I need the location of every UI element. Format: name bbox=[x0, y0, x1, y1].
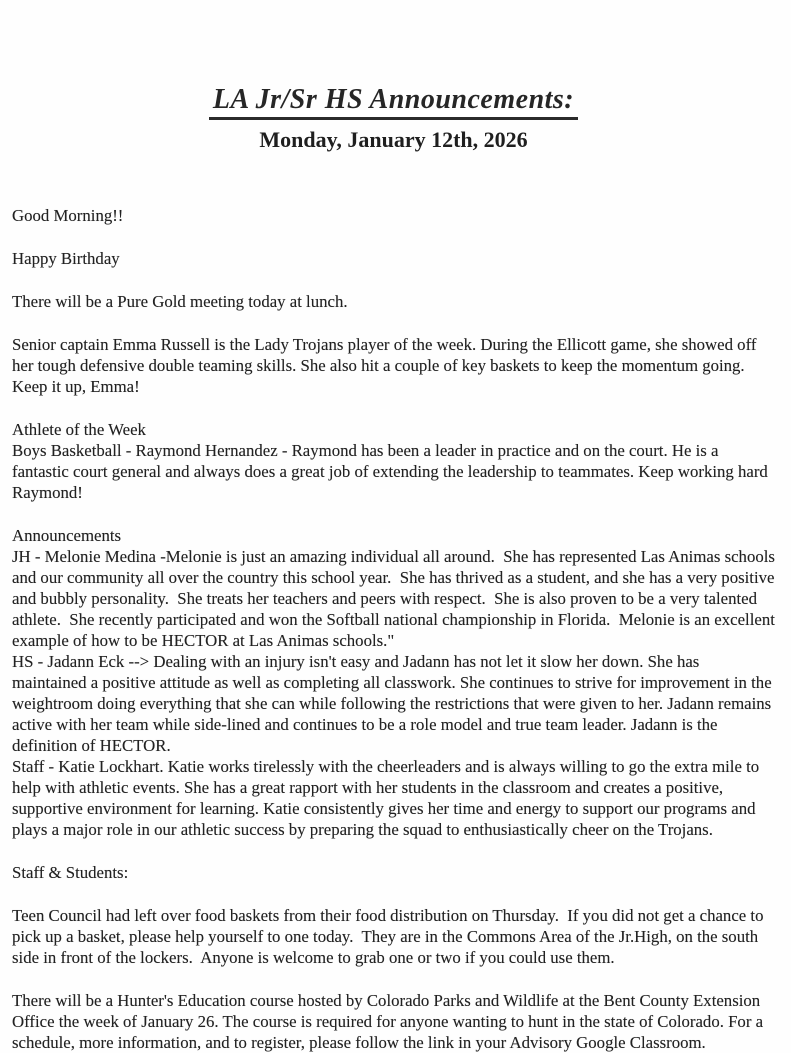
announcements-heading: Announcements bbox=[12, 526, 122, 546]
staff-announcement: Staff - Katie Lockhart. Katie works tirelessly with the cheerleaders and is always willing to go the extra mile to help with athletic events. She has a great rapport with her students in the classroom and creates a positive, supportive environment for learning. Katie consistently gives her time and energy to support our programs and plays a major role in our athletic success by preparing the squad to enthusiastically cheer on the Trojans. bbox=[12, 757, 764, 840]
document-date: Monday, January 12th, 2026 bbox=[259, 127, 528, 153]
document-header bbox=[12, 84, 775, 153]
player-of-week-note: Senior captain Emma Russell is the Lady Trojans player of the week. During the Ellicott game, she showed off her tough defensive double teaming skills. She also hit a couple of key baskets to keep the momentum going. Keep it up, Emma! bbox=[12, 335, 761, 397]
document-body bbox=[12, 205, 780, 1053]
jh-announcement: JH - Melonie Medina -Melonie is just an amazing individual all around. She has represented Las Animas schools and our community all over the country this school year. She has thrived as a student, and she has a very positive and bubbly personality. She treats her teachers and peers with respect. She is also proven to be a very talented athlete. She recently participated and won the Softball national championship in Florida. Melonie is an excellent example of how to be HECTOR at Las Animas schools." bbox=[12, 547, 780, 651]
staff-students-heading: Staff & Students: bbox=[12, 863, 129, 883]
athlete-of-week-heading: Athlete of the Week bbox=[12, 420, 146, 440]
athlete-of-week-section bbox=[12, 419, 775, 503]
happy-birthday-text: Happy Birthday bbox=[12, 249, 120, 269]
pure-gold-meeting-note: There will be a Pure Gold meeting today at lunch. bbox=[12, 292, 348, 312]
hunters-education-note: There will be a Hunter's Education course hosted by Colorado Parks and Wildlife at the Bent County Extension Office the week of January 26. The course is required for anyone wanting to hunt in the state of Colorado. For a schedule, more information, and to register, please follow the link in your Advisory Google Classroom. bbox=[12, 991, 768, 1053]
document-title: LA Jr/Sr HS Announcements: bbox=[209, 84, 578, 120]
announcements-section bbox=[12, 525, 780, 840]
boys-basketball-athlete-note: Boys Basketball - Raymond Hernandez - Raymond has been a leader in practice and on the court. He is a fantastic court general and always does a great job of extending the leadership to teammates. Keep working hard Raymond! bbox=[12, 441, 773, 503]
greeting-text: Good Morning!! bbox=[12, 206, 124, 226]
teen-council-note: Teen Council had left over food baskets from their food distribution on Thursday. If you did not get a chance to pick up a basket, please help yourself to one today. They are in the Commons Area of the Jr.High, on the south side in front of the lockers. Anyone is welcome to grab one or two if you could use them. bbox=[12, 906, 768, 968]
hs-announcement: HS - Jadann Eck --> Dealing with an injury isn't easy and Jadann has not let it slow her down. She has maintained a positive attitude as well as completing all classwork. She continues to strive for improvement in the weightroom doing everything that she can while following the restrictions that were given to her. Jadann remains active with her team while side-lined and continues to be a role model and true team leader. Jadann is the definition of HECTOR. bbox=[12, 652, 776, 756]
